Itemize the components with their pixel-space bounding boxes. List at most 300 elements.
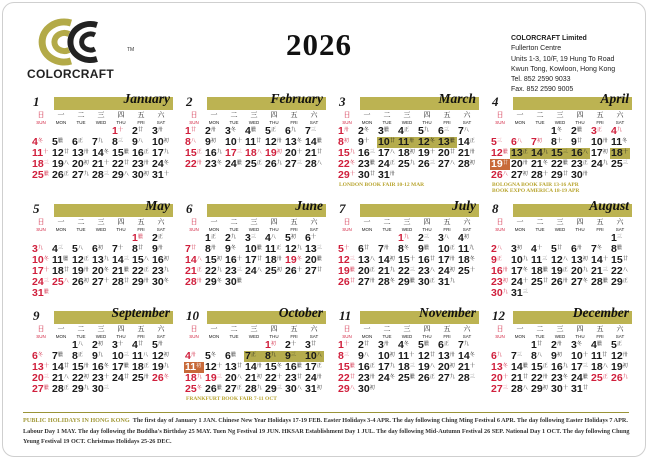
day-number: 16 xyxy=(418,254,430,266)
lunar-mark: 十 xyxy=(349,172,355,177)
lunar-mark: 八 xyxy=(137,139,143,144)
day-number: 26 xyxy=(491,169,503,181)
month-november xyxy=(337,305,479,395)
weekday-zh: 一 xyxy=(57,219,65,226)
lunar-mark: 卅 xyxy=(449,353,455,358)
lunar-mark: 十 xyxy=(429,150,435,155)
lunar-mark: 冬 xyxy=(296,257,302,262)
month-name: April xyxy=(600,91,629,106)
lunar-mark: 九 xyxy=(296,246,302,251)
lunar-mark: 九 xyxy=(622,375,628,380)
weekday-zh: 六 xyxy=(463,219,471,226)
lunar-mark: 初 xyxy=(83,279,89,284)
weekday-thu xyxy=(264,326,284,339)
lunar-mark: 冬 xyxy=(469,353,475,358)
lunar-mark: 正 xyxy=(83,257,89,262)
day-number: 17 xyxy=(591,147,603,159)
weekday-fri xyxy=(590,112,610,125)
lunar-mark: 廿 xyxy=(123,375,129,380)
day-number: 4 xyxy=(611,125,617,137)
day-number: 4 xyxy=(458,232,464,244)
weekday-en: FRI xyxy=(596,227,604,232)
day-cell xyxy=(111,277,131,288)
day-number: 1 xyxy=(611,232,617,244)
day-cell xyxy=(377,277,397,288)
weekday-en: MON xyxy=(55,227,67,232)
day-number: 27 xyxy=(491,383,503,395)
weekday-zh: 四 xyxy=(270,326,278,333)
lunar-mark: 冬 xyxy=(43,257,49,262)
lunar-mark: 冬 xyxy=(103,268,109,273)
weekday-en: TUE xyxy=(76,120,86,125)
day-number: 26 xyxy=(52,169,64,181)
lunar-mark: 三 xyxy=(429,161,435,166)
day-number: 2 xyxy=(152,232,158,244)
lunar-mark: 冬 xyxy=(163,161,169,166)
lunar-mark: 八 xyxy=(463,128,469,133)
lunar-mark: 冬 xyxy=(542,161,548,166)
lunar-mark: 三 xyxy=(290,353,296,358)
day-number: 29 xyxy=(112,169,124,181)
month-name: September xyxy=(111,305,170,320)
lunar-mark: 冬 xyxy=(163,279,169,284)
day-number: 2 xyxy=(418,232,424,244)
weekday-zh: 二 xyxy=(77,326,85,333)
day-number: 15 xyxy=(338,361,350,373)
lunar-mark: 八 xyxy=(496,246,502,251)
day-cell xyxy=(264,384,284,395)
day-cell xyxy=(264,266,284,277)
lunar-mark: 正 xyxy=(389,161,395,166)
day-number: 21 xyxy=(112,265,124,277)
day-number: 3 xyxy=(591,125,597,137)
lunar-mark: 正 xyxy=(143,150,149,155)
lunar-mark: 冬 xyxy=(210,353,216,358)
day-number: 27 xyxy=(92,276,104,288)
weekday-en: MON xyxy=(514,227,526,232)
lunar-mark: 卅 xyxy=(542,375,548,380)
day-number: 13 xyxy=(72,147,84,159)
lunar-mark: 冬 xyxy=(103,150,109,155)
day-number: 14 xyxy=(52,361,64,373)
lunar-mark: 臘 xyxy=(43,290,49,295)
lunar-mark: 正 xyxy=(276,246,281,251)
lunar-mark: 卅 xyxy=(369,375,375,380)
day-number: 5 xyxy=(418,125,424,137)
day-number: 28 xyxy=(531,169,543,181)
weekday-zh: 四 xyxy=(423,112,431,119)
weekday-en: FRI xyxy=(290,120,298,125)
book-fair-note: BOLOGNA BOOK FAIR 13-16 APR BOOK EXPO AMERICA 18-19 APR xyxy=(492,182,580,194)
day-number: 30 xyxy=(571,169,583,181)
weekday-mon xyxy=(510,326,530,339)
day-number: 4 xyxy=(52,243,58,255)
day-number: 13 xyxy=(511,147,523,159)
weekday-zh: 六 xyxy=(616,326,624,333)
weekday-thu xyxy=(570,112,590,125)
lunar-mark: 十 xyxy=(117,246,123,251)
weekday-en: FRI xyxy=(596,120,604,125)
lunar-mark: 三 xyxy=(43,375,49,380)
day-number: 1 xyxy=(531,339,537,351)
lunar-mark: 冬 xyxy=(389,279,395,284)
day-number: 10 xyxy=(378,136,390,148)
day-number: 6 xyxy=(72,136,78,148)
month-name: January xyxy=(123,91,170,106)
day-grid xyxy=(184,340,326,395)
lunar-mark: 九 xyxy=(449,279,455,284)
company-line: Fullerton Centre xyxy=(511,45,562,53)
day-number: 2 xyxy=(132,125,138,137)
lunar-mark: 十 xyxy=(236,139,242,144)
book-fair-note: FRANKFURT BOOK FAIR 7-11 OCT xyxy=(186,396,277,402)
weekday-zh: 二 xyxy=(230,326,238,333)
weekday-zh: 二 xyxy=(536,112,544,119)
day-number: 12 xyxy=(418,350,430,362)
weekday-zh: 三 xyxy=(97,326,105,333)
day-cell xyxy=(244,266,264,277)
lunar-mark: 初 xyxy=(463,235,469,240)
day-number: 14 xyxy=(305,136,317,148)
lunar-mark: 八 xyxy=(196,257,202,262)
lunar-mark: 三 xyxy=(117,139,123,144)
day-number: 8 xyxy=(338,350,344,362)
day-number: 3 xyxy=(511,243,517,255)
weekday-en: FRI xyxy=(290,334,298,339)
lunar-mark: 正 xyxy=(562,268,568,273)
company-line: Fax. 852 2590 9005 xyxy=(511,86,574,94)
weekday-zh: 四 xyxy=(117,219,125,226)
lunar-mark: 初 xyxy=(210,139,216,144)
day-cell xyxy=(610,159,630,170)
day-number: 26 xyxy=(205,383,217,395)
day-number: 3 xyxy=(378,125,384,137)
day-cell xyxy=(570,277,590,288)
weekday-en: THU xyxy=(575,334,585,339)
weekday-zh: 三 xyxy=(97,112,105,119)
weekday-zh: 三 xyxy=(556,219,564,226)
lunar-mark: 冬 xyxy=(37,353,43,358)
day-number: 14 xyxy=(378,254,390,266)
lunar-mark: 冬 xyxy=(163,375,169,380)
lunar-mark: 廿 xyxy=(502,161,508,166)
month-header xyxy=(184,198,326,218)
weekday-wed xyxy=(397,219,417,232)
lunar-mark: 臘 xyxy=(383,128,389,133)
lunar-mark: 九 xyxy=(290,128,296,133)
day-number: 13 xyxy=(32,361,44,373)
month-number: 1 xyxy=(33,94,40,109)
day-number: 19 xyxy=(418,361,430,373)
weekday-en: SAT xyxy=(462,120,472,125)
day-number: 4 xyxy=(245,125,251,137)
lunar-mark: 臘 xyxy=(596,342,602,347)
weekday-thu xyxy=(417,219,437,232)
day-cell xyxy=(357,277,377,288)
lunar-mark: 卅 xyxy=(83,150,89,155)
lunar-mark: 九 xyxy=(469,246,474,251)
lunar-mark: 臘 xyxy=(250,128,256,133)
weekday-en: SUN xyxy=(495,227,505,232)
day-number: 31 xyxy=(305,383,317,395)
day-number: 25 xyxy=(611,158,623,170)
lunar-mark: 十 xyxy=(363,139,369,144)
day-cell xyxy=(204,159,224,170)
lunar-mark: 冬 xyxy=(403,342,409,347)
weekday-zh: 五 xyxy=(443,326,451,333)
lunar-mark: 三 xyxy=(409,268,415,273)
lunar-mark: 十 xyxy=(469,364,475,369)
day-number: 27 xyxy=(511,169,523,181)
day-number: 4 xyxy=(265,232,271,244)
lunar-mark: 廿 xyxy=(556,246,562,251)
day-number: 27 xyxy=(358,276,370,288)
lunar-mark: 冬 xyxy=(522,268,528,273)
lunar-mark: 卅 xyxy=(210,246,216,251)
lunar-mark: 卅 xyxy=(343,128,349,133)
day-number: 16 xyxy=(285,361,297,373)
month-july xyxy=(337,198,479,288)
day-number: 10 xyxy=(32,254,44,266)
weekday-mon xyxy=(510,112,530,125)
day-cell xyxy=(51,277,71,288)
lunar-mark: 正 xyxy=(63,172,69,177)
lunar-mark: 正 xyxy=(236,386,242,391)
day-number: 26 xyxy=(72,276,84,288)
lunar-mark: 三 xyxy=(409,364,415,369)
day-number: 28 xyxy=(378,276,390,288)
lunar-mark: 十 xyxy=(43,364,49,369)
weekday-zh: 二 xyxy=(536,219,544,226)
day-number: 12 xyxy=(265,136,277,148)
day-number: 2 xyxy=(551,339,557,351)
day-number: 9 xyxy=(358,136,364,148)
lunar-mark: 廿 xyxy=(63,268,69,273)
lunar-mark: 卅 xyxy=(409,139,414,144)
weekday-tue xyxy=(530,219,550,232)
weekday-en: THU xyxy=(269,120,279,125)
weekday-en: WED xyxy=(248,334,260,339)
lunar-mark: 廿 xyxy=(576,139,582,144)
lunar-mark: 臘 xyxy=(316,139,322,144)
lunar-mark: 十 xyxy=(556,139,562,144)
day-number: 8 xyxy=(338,136,344,148)
day-number: 5 xyxy=(285,232,291,244)
weekday-fri xyxy=(284,112,304,125)
weekday-en: MON xyxy=(55,334,67,339)
lunar-mark: 三 xyxy=(216,375,222,380)
lunar-mark: 臘 xyxy=(230,353,236,358)
day-number: 22 xyxy=(338,158,350,170)
lunar-mark: 九 xyxy=(103,257,109,262)
lunar-mark: 初 xyxy=(389,353,395,358)
lunar-mark: 十 xyxy=(522,279,528,284)
day-number: 18 xyxy=(398,361,410,373)
lunar-mark: 十 xyxy=(622,150,628,155)
day-number: 16 xyxy=(225,254,237,266)
day-number: 17 xyxy=(511,265,523,277)
month-april xyxy=(490,91,632,194)
weekday-en: TUE xyxy=(76,334,86,339)
lunar-mark: 十 xyxy=(343,342,349,347)
day-number: 6 xyxy=(438,339,444,351)
day-number: 1 xyxy=(398,232,404,244)
lunar-mark: 十 xyxy=(502,375,508,380)
holidays-title: PUBLIC HOLIDAYS IN HONG KONG xyxy=(23,417,130,424)
lunar-mark: 三 xyxy=(43,161,49,166)
lunar-mark: 八 xyxy=(296,386,302,391)
weekday-en: SAT xyxy=(309,227,319,232)
day-grid xyxy=(31,340,173,395)
day-grid xyxy=(31,233,173,299)
day-number: 11 xyxy=(185,361,197,373)
weekday-en: WED xyxy=(95,334,107,339)
day-number: 22 xyxy=(551,158,563,170)
lunar-mark: 臘 xyxy=(43,386,49,391)
day-number: 14 xyxy=(511,361,523,373)
lunar-mark: 九 xyxy=(409,161,415,166)
lunar-mark: 八 xyxy=(349,386,355,391)
lunar-mark: 九 xyxy=(270,353,276,358)
lunar-mark: 廿 xyxy=(349,279,355,284)
day-cell xyxy=(151,170,171,181)
day-number: 2 xyxy=(225,232,231,244)
weekday-en: SUN xyxy=(189,120,199,125)
day-cell xyxy=(417,277,437,288)
weekday-en: FRI xyxy=(137,120,145,125)
day-number: 25 xyxy=(265,265,277,277)
day-grid xyxy=(490,126,632,181)
lunar-mark: 卅 xyxy=(556,342,562,347)
day-number: 13 xyxy=(305,243,317,255)
day-number: 22 xyxy=(72,372,84,384)
day-number: 26 xyxy=(152,372,164,384)
weekday-wed xyxy=(91,112,111,125)
lunar-mark: 九 xyxy=(97,139,103,144)
lunar-mark: 初 xyxy=(409,150,415,155)
lunar-mark: 冬 xyxy=(389,375,395,380)
day-number: 8 xyxy=(205,243,211,255)
day-cell xyxy=(71,170,91,181)
lunar-mark: 三 xyxy=(616,235,622,240)
day-number: 6 xyxy=(285,125,291,137)
weekday-en: SUN xyxy=(495,120,505,125)
day-number: 13 xyxy=(225,361,237,373)
month-december xyxy=(490,305,632,395)
day-number: 8 xyxy=(398,243,404,255)
day-number: 5 xyxy=(265,125,271,137)
weekday-en: THU xyxy=(575,227,585,232)
weekday-sat xyxy=(304,219,324,232)
weekday-en: THU xyxy=(422,334,432,339)
weekday-en: WED xyxy=(248,227,260,232)
weekday-en: MON xyxy=(514,120,526,125)
day-number: 12 xyxy=(205,361,217,373)
day-number: 13 xyxy=(285,136,297,148)
lunar-mark: 初 xyxy=(522,172,528,177)
weekday-en: SUN xyxy=(189,334,199,339)
month-header xyxy=(31,198,173,218)
weekday-zh: 日 xyxy=(343,112,351,119)
day-number: 11 xyxy=(265,243,277,255)
weekday-en: SAT xyxy=(309,334,319,339)
weekday-zh: 日 xyxy=(190,219,198,226)
weekday-sun xyxy=(490,219,510,232)
lunar-mark: 廿 xyxy=(123,279,129,284)
weekday-tue xyxy=(71,112,91,125)
month-name: March xyxy=(438,91,476,106)
lunar-mark: 臘 xyxy=(57,139,63,144)
day-number: 10 xyxy=(511,254,523,266)
weekday-zh: 五 xyxy=(443,112,451,119)
day-cell xyxy=(224,277,244,288)
day-number: 29 xyxy=(398,276,410,288)
lunar-mark: 九 xyxy=(389,268,395,273)
weekday-zh: 一 xyxy=(210,219,218,226)
lunar-mark: 十 xyxy=(276,375,282,380)
weekday-tue xyxy=(530,112,550,125)
weekday-sat xyxy=(304,326,324,339)
day-number: 14 xyxy=(92,147,104,159)
lunar-mark: 九 xyxy=(230,235,236,240)
lunar-mark: 十 xyxy=(536,246,542,251)
weekday-thu xyxy=(111,112,131,125)
lunar-mark: 三 xyxy=(496,139,502,144)
day-grid xyxy=(184,233,326,288)
day-number: 3 xyxy=(438,232,444,244)
lunar-mark: 九 xyxy=(562,364,568,369)
lunar-mark: 卅 xyxy=(383,246,389,251)
day-number: 20 xyxy=(305,254,317,266)
day-number: 23 xyxy=(551,372,563,384)
day-number: 26 xyxy=(338,276,350,288)
lunar-mark: 十 xyxy=(310,235,316,240)
lunar-mark: 三 xyxy=(43,279,49,284)
weekday-en: TUE xyxy=(382,120,392,125)
weekday-tue xyxy=(377,112,397,125)
weekday-zh: 二 xyxy=(536,326,544,333)
lunar-mark: 八 xyxy=(522,386,528,391)
day-number: 24 xyxy=(571,372,583,384)
lunar-mark: 正 xyxy=(250,353,256,358)
day-number: 20 xyxy=(225,372,237,384)
day-cell xyxy=(51,170,71,181)
lunar-mark: 卅 xyxy=(276,139,282,144)
month-number: 11 xyxy=(339,308,352,323)
day-cell xyxy=(184,159,204,170)
lunar-mark: 九 xyxy=(522,257,528,262)
lunar-mark: 八 xyxy=(536,353,542,358)
day-number: 6 xyxy=(438,125,444,137)
weekday-en: SAT xyxy=(309,120,319,125)
lunar-mark: 九 xyxy=(256,386,262,391)
weekday-en: SUN xyxy=(495,334,505,339)
day-cell xyxy=(51,384,71,395)
day-number: 21 xyxy=(458,147,470,159)
lunar-mark: 初 xyxy=(196,364,201,369)
weekday-zh: 四 xyxy=(270,112,278,119)
lunar-mark: 卅 xyxy=(276,257,282,262)
lunar-mark: 正 xyxy=(77,353,83,358)
day-number: 1 xyxy=(338,339,344,351)
company-line: Tel. 852 2590 9033 xyxy=(511,76,571,84)
weekday-tue xyxy=(224,219,244,232)
lunar-mark: 冬 xyxy=(216,161,222,166)
day-number: 23 xyxy=(152,265,164,277)
day-number: 3 xyxy=(152,125,158,137)
day-number: 1 xyxy=(132,232,138,244)
company-line: Units 1-3, 10/F, 19 Hung To Road xyxy=(511,55,615,63)
